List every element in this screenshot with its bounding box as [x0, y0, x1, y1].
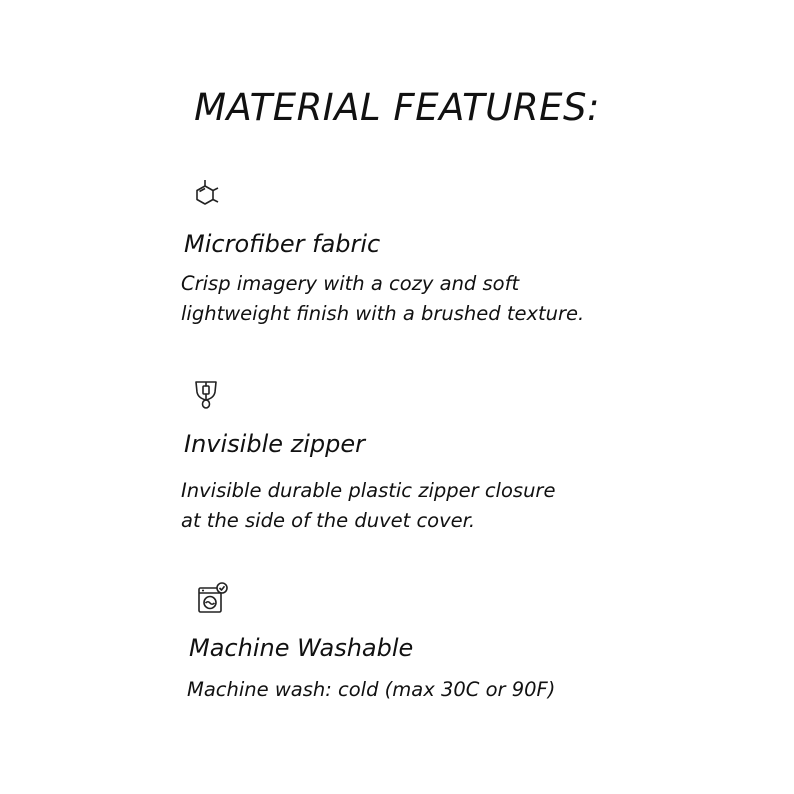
description-line: lightweight finish with a brushed texture. — [181, 302, 585, 325]
description-line: at the side of the duvet cover. — [181, 509, 476, 532]
description-line: Invisible durable plastic zipper closure — [181, 479, 556, 502]
description-line: Machine wash: cold (max 30C or 90F) — [187, 678, 556, 701]
feature-heading: Machine Washable — [189, 634, 414, 662]
feature-description — [181, 476, 555, 536]
feature-heading: Microfiber fabric — [184, 230, 381, 258]
feature-description — [181, 269, 584, 329]
feature-heading: Invisible zipper — [184, 430, 365, 458]
zipper-icon — [190, 378, 222, 410]
washing-machine-icon — [196, 582, 228, 614]
molecule-icon — [189, 178, 221, 210]
page-title: MATERIAL FEATURES: — [194, 86, 600, 129]
feature-description — [187, 675, 555, 705]
description-line: Crisp imagery with a cozy and soft — [181, 272, 520, 295]
